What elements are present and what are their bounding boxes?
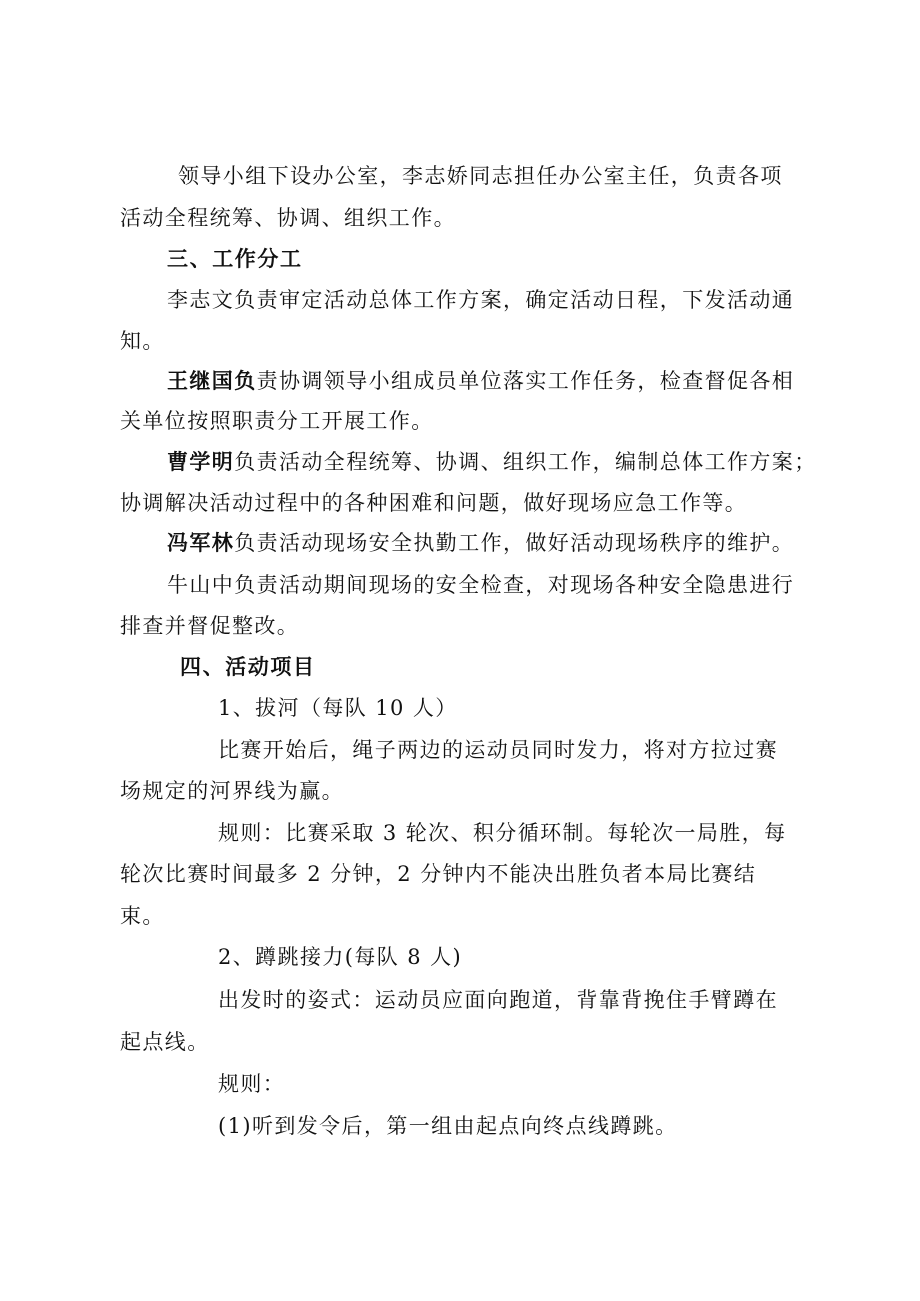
item-2-rules-label: 规则： — [218, 1072, 286, 1096]
item-2-rule-1: (1)听到发令后，第一组由起点向终点线蹲跳。 — [218, 1114, 678, 1138]
section-4-heading: 四、活动项目 — [180, 655, 316, 679]
niu-shanzhong-line2: 排查并督促整改。 — [120, 614, 300, 638]
item-2-title: 2、蹲跳接力(每队 8 人) — [218, 945, 463, 969]
item-1-title: 1、拔河（每队 10 人） — [218, 696, 458, 720]
name-wang-jiguo: 王继国负 — [167, 369, 257, 393]
cao-xueming-text: 负责活动全程统筹、协调、组织工作，编制总体工作方案； — [234, 450, 817, 474]
item-1-rule-line3: 束。 — [120, 904, 165, 928]
section-3-heading: 三、工作分工 — [167, 247, 303, 271]
wang-jiguo-line2: 关单位按照职责分工开展工作。 — [120, 409, 434, 433]
li-zhiwen-line1: 李志文负责审定活动总体工作方案，确定活动日程，下发活动通 — [167, 288, 795, 312]
item-1-rule-line1: 规则：比赛采取 3 轮次、积分循环制。每轮次一局胜，每 — [218, 821, 787, 845]
name-feng-junlin: 冯军林 — [167, 531, 235, 555]
paragraph-office-line2: 活动全程统筹、协调、组织工作。 — [120, 206, 456, 230]
item-1-rule-line2: 轮次比赛时间最多 2 分钟，2 分钟内不能决出胜负者本局比赛结 — [120, 862, 757, 886]
cao-xueming-line1 — [167, 447, 817, 477]
item-1-desc-line1: 比赛开始后，绳子两边的运动员同时发力，将对方拉过赛 — [218, 738, 778, 762]
item-2-desc-line1: 出发时的姿式：运动员应面向跑道，背靠背挽住手臂蹲在 — [218, 988, 778, 1012]
wang-jiguo-text: 责协调领导小组成员单位落实工作任务，检查督促各相 — [256, 369, 795, 393]
item-2-desc-line2: 起点线。 — [120, 1030, 210, 1054]
wang-jiguo-line1 — [167, 366, 794, 396]
niu-shanzhong-line1: 牛山中负责活动期间现场的安全检查，对现场各种安全隐患进行 — [167, 573, 795, 597]
feng-junlin-line1 — [167, 528, 794, 558]
paragraph-office-line1: 领导小组下设办公室，李志娇同志担任办公室主任，负责各项 — [178, 164, 783, 188]
item-1-desc-line2: 场规定的河界线为赢。 — [120, 779, 344, 803]
cao-xueming-line2: 协调解决活动过程中的各种困难和问题，做好现场应急工作等。 — [120, 491, 748, 515]
feng-junlin-text: 负责活动现场安全执勤工作，做好活动现场秩序的维护。 — [234, 531, 795, 555]
name-cao-xueming: 曹学明 — [167, 450, 235, 474]
li-zhiwen-line2: 知。 — [120, 329, 165, 353]
